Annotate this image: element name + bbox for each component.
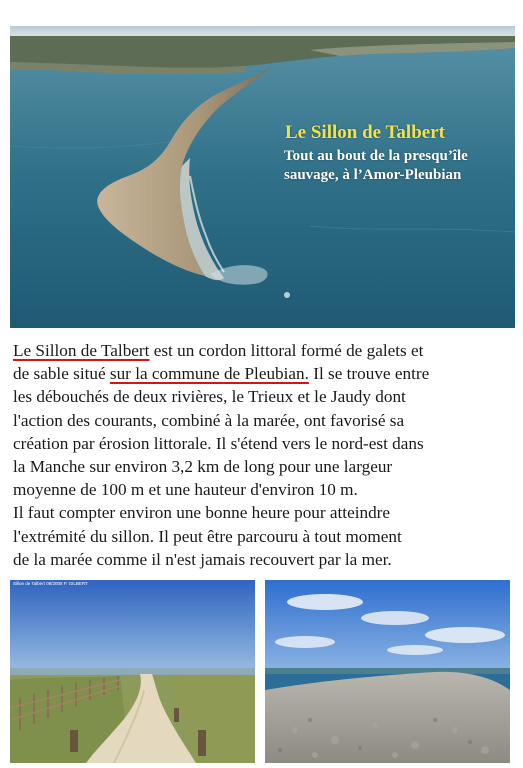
text-line-1-rest: est un cordon littoral formé de galets et — [149, 341, 424, 360]
text-line-1 — [13, 339, 517, 362]
hero-subtitle — [284, 147, 468, 185]
hero-subtitle-line-2: sauvage, à l’Amor-Pleubian — [284, 167, 462, 183]
description-paragraph — [13, 339, 517, 571]
site-name-underlined: Le Sillon de Talbert — [13, 341, 150, 360]
aerial-photo — [10, 26, 515, 328]
text-line-2-rest: Il se trouve entre — [308, 364, 430, 384]
text-line-8: Il faut compter environ une bonne heure pour atteindre — [13, 503, 391, 523]
hero-subtitle-line-1: Tout au bout de la presqu’île — [284, 148, 468, 164]
text-line-10: de la marée comme il n'est jamais recouvert par la mer. — [13, 549, 392, 569]
text-line-2 — [13, 362, 517, 385]
text-line-7: moyenne de 100 m et une hauteur d'environ 10 m. — [13, 480, 358, 500]
text-line-5: création par érosion littorale. Il s'étend vers le nord-est dans — [13, 433, 424, 453]
pebble-spit-photo — [265, 580, 510, 763]
hero-title: Le Sillon de Talbert — [285, 122, 445, 143]
photo-credit: Sillon de Talbert 08/2008 P. GILBERT — [13, 581, 88, 586]
dune-path-illustration — [10, 580, 255, 763]
dune-path-photo — [10, 580, 255, 763]
pebble-spit-illustration — [265, 580, 510, 763]
text-line-4: l'action des courants, combiné à la marée, ont favorisé sa — [13, 410, 405, 430]
text-line-9: l'extrémité du sillon. Il peut être parcouru à tout moment — [13, 526, 402, 546]
text-line-2-start: de sable situé — [13, 364, 110, 384]
text-line-3: les débouchés de deux rivières, le Trieux et le Jaudy dont — [13, 387, 406, 407]
text-line-6: la Manche sur environ 3,2 km de long pour une largeur — [13, 457, 393, 477]
commune-underlined: sur la commune de Pleubian. — [109, 364, 309, 384]
